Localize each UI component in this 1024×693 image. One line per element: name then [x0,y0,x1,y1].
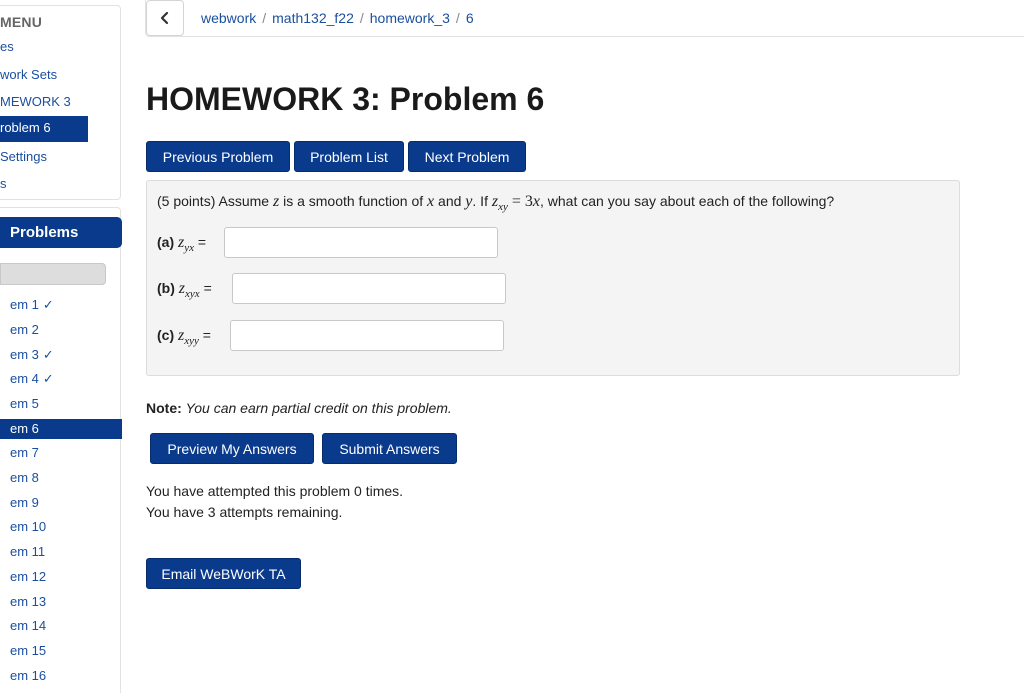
sidebar-link-settings[interactable]: Settings [0,149,47,164]
sidebar-link-problem-6[interactable]: roblem 6 [0,116,88,142]
problem-link-15[interactable]: em 15 [10,643,47,658]
problem-link-14[interactable]: em 14 [10,618,47,633]
sidebar-link-homework-3[interactable]: MEWORK 3 [0,94,71,109]
breadcrumb-bar [145,0,1024,37]
check-icon: ✓ [42,371,54,386]
submit-answers-button[interactable]: Submit Answers [322,433,457,464]
page-title: HOMEWORK 3: Problem 6 [146,81,545,117]
problem-link-6[interactable]: em 6 [0,419,122,439]
breadcrumb: webwork / math132_f22 / homework_3 / 6 [201,10,474,26]
problem-link-13[interactable]: em 13 [10,594,47,609]
attempts-count: You have attempted this problem 0 times. [146,483,404,499]
breadcrumb-webwork[interactable]: webwork [201,10,257,26]
problem-link-11[interactable]: em 11 [10,544,46,559]
breadcrumb-current: 6 [465,10,474,26]
preview-answers-button[interactable]: Preview My Answers [150,433,314,464]
part-b-label: (b) $z_{xyx}$ = [157,280,212,301]
check-icon: ✓ [42,347,54,362]
sidebar-link-courses[interactable]: es [0,39,14,54]
breadcrumb-course[interactable]: math132_f22 [272,10,354,26]
sidebar-link-grades[interactable]: s [0,176,7,191]
problem-box [146,180,960,376]
problem-link-5[interactable]: em 5 [10,396,39,411]
back-button[interactable] [146,0,184,36]
problem-link-1[interactable]: em 1 ✓ [10,297,54,312]
problem-link-16[interactable]: em 16 [10,668,47,683]
next-problem-button[interactable]: Next Problem [408,141,526,172]
answer-input-b[interactable] [232,273,506,304]
check-icon: ✓ [42,297,54,312]
attempts-remaining: You have 3 attempts remaining. [146,504,343,520]
problems-header: Problems [0,217,122,248]
problem-link-8[interactable]: em 8 [10,470,39,485]
problem-link-10[interactable]: em 10 [10,519,47,534]
problem-link-3[interactable]: em 3 ✓ [10,347,54,362]
breadcrumb-set[interactable]: homework_3 [369,10,450,26]
problem-statement: (5 points) Assume z is a smooth function of x and y. If $z_{xy} = 3x$, what can you say about each of the following? [157,193,835,214]
problem-link-7[interactable]: em 7 [10,445,39,460]
part-a-label: (a) $z_{yx}$ = [157,234,207,255]
answer-input-c[interactable] [230,320,504,351]
part-c-label: (c) $z_{xyy}$ = [157,327,211,348]
problem-list-button[interactable]: Problem List [294,141,404,172]
problem-filter-input[interactable] [0,263,106,285]
menu-title: MENU [0,14,43,30]
problem-link-9[interactable]: em 9 [10,495,39,510]
chevron-left-icon [159,11,171,25]
partial-credit-note: Note: You can earn partial credit on this problem. [146,400,452,416]
email-ta-button[interactable]: Email WeBWorK TA [146,558,301,589]
answer-input-a[interactable] [224,227,498,258]
problem-link-4[interactable]: em 4 ✓ [10,371,54,386]
sidebar-link-homework-sets[interactable]: work Sets [0,67,58,82]
problem-link-2[interactable]: em 2 [10,322,39,337]
previous-problem-button[interactable]: Previous Problem [146,141,290,172]
problem-link-12[interactable]: em 12 [10,569,47,584]
